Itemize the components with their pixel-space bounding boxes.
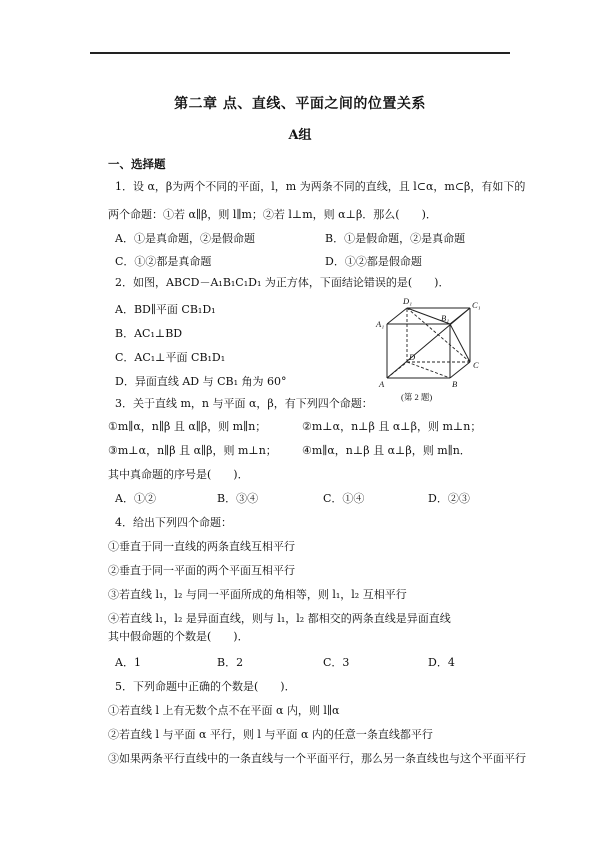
q4-option-c: C．3: [323, 656, 350, 669]
label-c1: C₁: [472, 300, 481, 310]
top-rule: [90, 52, 510, 54]
edge-bc: [450, 362, 470, 378]
q3-option-b: B．③④: [217, 492, 259, 505]
q1-option-d: D．①②都是假命题: [325, 255, 422, 268]
q5-stem: 5．下列命题中正确的个数是( )．: [115, 680, 296, 693]
label-b: B: [452, 379, 458, 389]
q5-prop3: ③如果两条平行直线中的一条直线与一个平面平行，那么另一条直线也与这个平面平行: [108, 752, 526, 765]
q4-prop4: ④若直线 l₁，l₂ 是异面直线，则与 l₁，l₂ 都相交的两条直线是异面直线: [108, 612, 451, 625]
q3-ask: 其中真命题的序号是( )．: [108, 468, 249, 481]
hidden-diagonal-bd: [407, 362, 450, 378]
label-a1: A₁: [376, 319, 385, 329]
q1-option-b: B．①是假命题，②是真命题: [325, 232, 466, 245]
label-c: C: [473, 360, 479, 370]
label-d1: D₁: [403, 296, 413, 306]
q4-prop1: ①垂直于同一直线的两条直线互相平行: [108, 540, 295, 553]
q4-option-a: A．1: [115, 656, 141, 669]
q1-option-a: A．①是真命题，②是假命题: [115, 232, 255, 245]
q2-stem: 2．如图，ABCD－A₁B₁C₁D₁ 为正方体，下面结论错误的是( )．: [115, 276, 450, 289]
q1-option-c: C．①②都是真命题: [115, 255, 212, 268]
q4-stem: 4．给出下列四个命题：: [115, 516, 232, 529]
q4-ask: 其中假命题的个数是( )．: [108, 630, 249, 643]
diagonal-cb1: [450, 324, 470, 362]
cube-figure: [375, 296, 495, 406]
q2-option-a: A．BD∥平面 CB₁D₁: [115, 303, 216, 316]
label-b1: B₁: [441, 313, 450, 323]
q3-option-d: D．②③: [428, 492, 470, 505]
q2-option-b: B．AC₁⊥BD: [115, 327, 183, 340]
label-d: D: [409, 352, 416, 362]
q4-prop2: ②垂直于同一平面的两个平面互相平行: [108, 564, 295, 577]
q1-line2: 两个命题：①若 α∥β，则 l∥m；②若 l⊥m，则 α⊥β．那么( )．: [108, 208, 437, 221]
group-title: A组: [288, 128, 312, 143]
edge-a1d1: [387, 308, 407, 324]
chapter-title: 第二章 点、直线、平面之间的位置关系: [174, 96, 426, 112]
q4-option-d: D．4: [428, 656, 455, 669]
q5-prop1: ①若直线 l 上有无数个点不在平面 α 内，则 l∥α: [108, 704, 340, 717]
q4-prop3: ③若直线 l₁，l₂ 与同一平面所成的角相等，则 l₁，l₂ 互相平行: [108, 588, 407, 601]
q1-line1: 1．设 α，β为两个不同的平面，l，m 为两条不同的直线，且 l⊂α，m⊂β，有如下的: [115, 180, 526, 193]
q5-prop2: ②若直线 l 与平面 α 平行，则 l 与平面 α 内的任意一条直线都平行: [108, 728, 433, 741]
label-a: A: [379, 379, 385, 389]
q3-prop1: ①m∥α，n∥β 且 α∥β，则 m∥n；: [108, 420, 267, 433]
q4-option-b: B．2: [217, 656, 244, 669]
figure-caption: (第 2 题): [401, 392, 433, 402]
q3-option-c: C．①④: [323, 492, 365, 505]
q2-option-d: D．异面直线 AD 与 CB₁ 角为 60°: [115, 375, 287, 388]
q3-option-a: A．①②: [115, 492, 156, 505]
q3-prop3: ③m⊥α，n∥β 且 α∥β，则 m⊥n；: [108, 444, 277, 457]
q2-option-c: C．AC₁⊥平面 CB₁D₁: [115, 351, 226, 364]
section-heading: 一、选择题: [108, 157, 166, 171]
q3-prop4: ④m∥α，n⊥β 且 α⊥β，则 m∥n．: [302, 444, 471, 457]
q3-stem: 3．关于直线 m，n 与平面 α，β，有下列四个命题：: [115, 397, 373, 410]
q3-prop2: ②m⊥α，n⊥β 且 α⊥β，则 m⊥n；: [302, 420, 482, 433]
